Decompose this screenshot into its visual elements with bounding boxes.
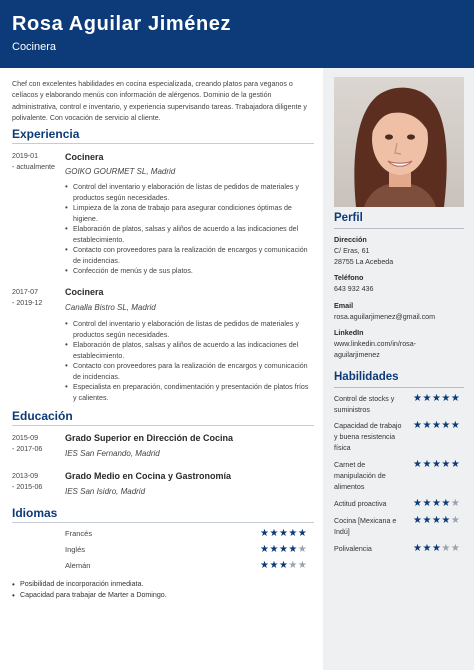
linkedin-line-1: www.linkedin.com/in/rosa- [334, 340, 417, 348]
star-icon: ★ [450, 393, 461, 404]
skill-rating [413, 544, 460, 554]
education-heading: Educación [12, 409, 73, 423]
address-line-2: 28755 La Acebeda [334, 258, 394, 266]
skills-divider [334, 387, 464, 388]
language-row [65, 545, 315, 557]
edu-1-school: IES San Fernando, Madrid [65, 449, 160, 458]
star-icon: ★ [431, 393, 442, 404]
star-icon: ★ [441, 420, 451, 431]
skill-rating [413, 394, 460, 404]
list-item: • Elaboración de platos, salsas y aliños de acuerdo a las indicaciones del establecimiento. [73, 224, 313, 245]
star-icon: ★ [278, 560, 289, 571]
skills-heading: Habilidades [334, 371, 399, 383]
language-name: Alemán [65, 561, 91, 570]
skill-name: Control de stocks y suministros [334, 395, 395, 414]
job-2-tasks [73, 319, 313, 403]
list-item: • Especialista en preparación, condimentación y presentación de platos fríos y calientes. [73, 382, 313, 403]
list-item: • Contacto con proveedores para la realización de encargos y comunicación de incidencias. [73, 361, 313, 382]
star-icon: ★ [269, 544, 279, 555]
list-item: • Confección de menús y de sus platos. [73, 266, 313, 277]
edu-2-dates [12, 471, 64, 493]
linkedin-link[interactable] [334, 339, 462, 361]
star-icon: ★ [413, 498, 423, 509]
star-icon: ★ [441, 543, 451, 554]
star-icon: ★ [413, 459, 423, 470]
experience-divider [12, 143, 314, 144]
phone-value: 643 932 436 [334, 285, 374, 293]
list-item: • Contacto con proveedores para la realización de encargos y comunicación de incidencias. [73, 245, 313, 266]
star-icon: ★ [278, 528, 289, 539]
star-icon: ★ [431, 515, 442, 526]
star-icon: ★ [288, 528, 298, 539]
job-2-date-start: 2017-07 [12, 288, 39, 296]
star-icon: ★ [413, 393, 423, 404]
list-item: • Capacidad para trabajar de Marter a Domingo. [20, 590, 310, 601]
edu-1-title: Grado Superior en Dirección de Cocina [65, 433, 234, 443]
star-icon: ★ [413, 515, 423, 526]
language-name: Inglés [65, 545, 86, 554]
skill-name: Capacidad de trabajo y buena resistencia física [334, 422, 402, 452]
list-item: • Elaboración de platos, salsas y aliños de acuerdo a las indicaciones del establecimiento. [73, 340, 313, 361]
job-1-dates [12, 151, 64, 173]
star-icon: ★ [297, 560, 308, 571]
star-icon: ★ [422, 498, 432, 509]
star-icon: ★ [422, 459, 432, 470]
language-row [65, 561, 315, 573]
star-icon: ★ [413, 420, 423, 431]
star-icon: ★ [422, 543, 432, 554]
job-1-tasks [73, 182, 313, 277]
language-rating [260, 561, 307, 571]
job-1-date-start: 2019-01 [12, 152, 39, 160]
star-icon: ★ [269, 560, 279, 571]
star-icon: ★ [422, 393, 432, 404]
languages-divider [12, 522, 314, 523]
profile-photo [334, 77, 464, 207]
candidate-name: Rosa Aguilar Jiménez [12, 13, 232, 35]
edu-1-date-end: - 2017-06 [12, 445, 43, 453]
experience-heading: Experiencia [12, 127, 80, 141]
star-icon: ★ [422, 420, 432, 431]
star-icon: ★ [288, 560, 298, 571]
edu-2-date-end: - 2015-06 [12, 483, 43, 491]
edu-2-date-start: 2013-09 [12, 472, 39, 480]
languages-heading: Idiomas [12, 506, 58, 520]
star-icon: ★ [288, 544, 298, 555]
linkedin-line-2: aguilarjimenez [334, 351, 380, 359]
linkedin-label: LinkedIn [334, 328, 364, 337]
language-name: Francés [65, 529, 93, 538]
list-item: • Limpieza de la zona de trabajo para asegurar condiciones óptimas de higiene. [73, 203, 313, 224]
profile-summary: Chef con excelentes habilidades en cocina especializada, creando platos para veganos o celíacos y elaborando menús con información de alérgenos. Dominio de la gestión administrativa, control e inventario, y experiencia supervisando tareas. Trabajadora diligente y polivalente. Con vocación de servicio al cliente. [12, 80, 307, 123]
skill-name: Polivalencia [334, 545, 372, 553]
star-icon: ★ [431, 459, 442, 470]
star-icon: ★ [297, 544, 308, 555]
star-icon: ★ [422, 515, 432, 526]
star-icon: ★ [450, 420, 461, 431]
star-icon: ★ [431, 420, 442, 431]
star-icon: ★ [431, 498, 442, 509]
skill-name: Actitud proactiva [334, 500, 387, 508]
job-2-dates [12, 287, 64, 309]
star-icon: ★ [441, 393, 451, 404]
language-row [65, 529, 315, 541]
education-divider [12, 425, 314, 426]
star-icon: ★ [431, 543, 442, 554]
star-icon: ★ [450, 459, 461, 470]
list-item: • Control del inventario y elaboración de listas de pedidos de materiales y productos según necesidades. [73, 182, 313, 203]
skill-name: Carnet de manipulación de alimentos [334, 461, 386, 491]
star-icon: ★ [450, 543, 461, 554]
list-item: • Posibilidad de incorporación inmediata. [20, 579, 310, 590]
skill-name: Cocina [Mexicana e Indú] [334, 517, 397, 536]
address-label: Dirección [334, 235, 367, 244]
skill-rating [413, 421, 460, 431]
extra-notes [20, 579, 310, 601]
star-icon: ★ [260, 560, 270, 571]
candidate-role: Cocinera [12, 41, 57, 53]
star-icon: ★ [450, 515, 461, 526]
job-1-title: Cocinera [65, 152, 104, 162]
address-line-1: C/ Eras, 61 [334, 247, 370, 255]
job-2-date-end: - 2019-12 [12, 299, 43, 307]
star-icon: ★ [297, 528, 308, 539]
star-icon: ★ [413, 543, 423, 554]
job-1-company: GOIKO GOURMET SL, Madrid [65, 167, 176, 176]
job-2-title: Cocinera [65, 287, 104, 297]
star-icon: ★ [441, 515, 451, 526]
skill-rating [413, 516, 460, 526]
star-icon: ★ [260, 544, 270, 555]
list-item: • Control del inventario y elaboración de listas de pedidos de materiales y productos según necesidades. [73, 319, 313, 340]
edu-2-title: Grado Medio en Cocina y Gastronomía [65, 471, 232, 481]
skill-rating [413, 460, 460, 470]
star-icon: ★ [441, 459, 451, 470]
job-2-company: Canalla Bistro SL, Madrid [65, 303, 156, 312]
email-label: Email [334, 301, 354, 310]
edu-1-dates [12, 433, 64, 455]
header-banner [0, 0, 474, 68]
star-icon: ★ [441, 498, 451, 509]
phone-label: Teléfono [334, 273, 364, 282]
star-icon: ★ [269, 528, 279, 539]
language-rating [260, 545, 307, 555]
address-value [334, 246, 462, 268]
email-link[interactable]: rosa.aguilarjimenez@gmail.com [334, 313, 436, 321]
job-1-date-end: - actualmente [12, 163, 55, 171]
language-rating [260, 529, 307, 539]
star-icon: ★ [450, 498, 461, 509]
edu-2-school: IES San Isidro, Madrid [65, 487, 146, 496]
skill-rating [413, 499, 460, 509]
edu-1-date-start: 2015-09 [12, 434, 39, 442]
profile-heading: Perfil [334, 212, 363, 224]
profile-divider [334, 228, 464, 229]
star-icon: ★ [260, 528, 270, 539]
star-icon: ★ [278, 544, 289, 555]
